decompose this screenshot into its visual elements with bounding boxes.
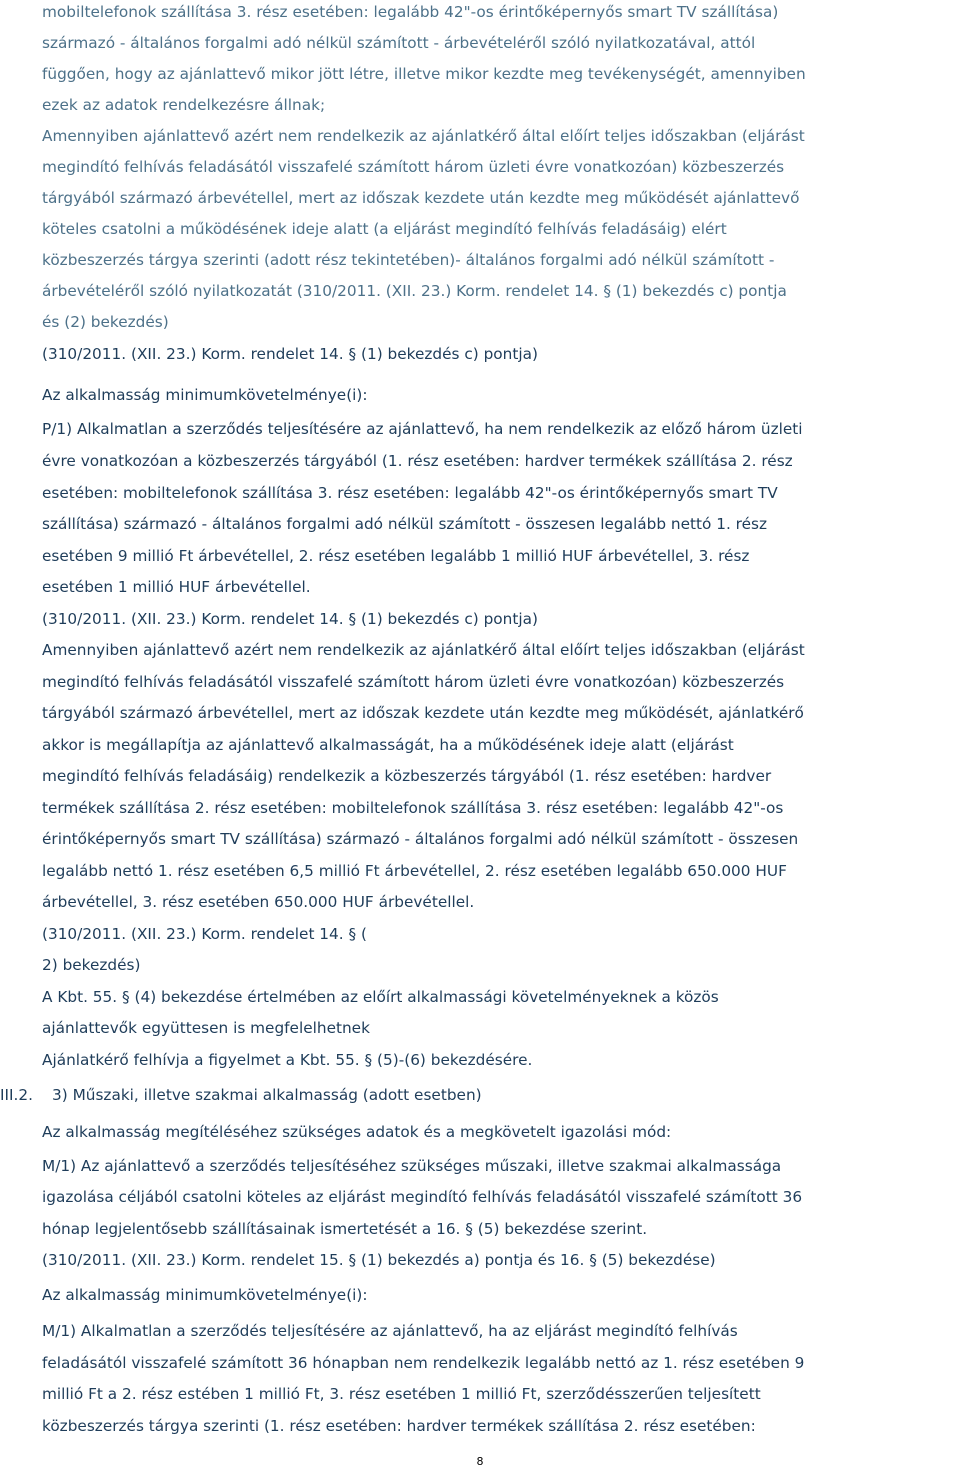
minimum-m1-line-4: közbeszerzés tárgya szerinti (1. rész esetében: hardver termékek szállítása 2. rész esetében: [42,1417,756,1435]
legal-reference: (310/2011. (XII. 23.) Korm. rendelet 14. § (1) bekezdés c) pontja) [42,610,538,628]
text-line-8: köteles csatolni a működésének ideje alatt (a eljárást megindító felhívás feladásáig) elért [42,220,727,238]
minimum-m1-line-1: M/1) Alkalmatlan a szerződés teljesítésére az ajánlattevő, ha az eljárást megindító felhívás [42,1322,738,1340]
requirement-p1-exception-line-5: megindító felhívás feladásáig) rendelkezik a közbeszerzés tárgyából (1. rész esetében: hardver [42,767,772,785]
requirement-p1-exception-line-8: legalább nettó 1. rész esetében 6,5 millió Ft árbevétellel, 2. rész esetében legalább 650.000 HUF [42,862,787,880]
verification-heading: Az alkalmasság megítéléséhez szükséges adatok és a megkövetelt igazolási mód: [42,1123,672,1141]
requirement-m1-line-1: M/1) Az ajánlattevő a szerződés teljesítéséhez szükséges műszaki, illetve szakmai alkalmassága [42,1157,782,1175]
text-line-5: Amennyiben ajánlattevő azért nem rendelkezik az ajánlatkérő által előírt teljes időszakban (eljárást [42,127,805,145]
requirement-p1-line-3: esetében: mobiltelefonok szállítása 3. rész esetében: legalább 42"-os érintőképernyős smart TV [42,484,778,502]
legal-reference: (310/2011. (XII. 23.) Korm. rendelet 14. § (1) bekezdés c) pontja) [42,345,538,363]
min-requirements-heading: Az alkalmasság minimumkövetelménye(i): [42,386,368,404]
min-requirements-heading: Az alkalmasság minimumkövetelménye(i): [42,1286,368,1304]
text-line-11: és (2) bekezdés) [42,313,169,331]
minimum-m1-line-3: millió Ft a 2. rész estében 1 millió Ft, 3. rész esetében 1 millió Ft, szerződésszerűen teljesített [42,1385,761,1403]
attention-note: Ajánlatkérő felhívja a figyelmet a Kbt. 55. § (5)-(6) bekezdésére. [42,1051,533,1069]
text-line-4: ezek az adatok rendelkezésre állnak; [42,96,326,114]
text-line-1: mobiltelefonok szállítása 3. rész esetében: legalább 42"-os érintőképernyős smart TV szállítása) [42,3,779,21]
requirement-m1-line-2: igazolása céljából csatolni köteles az eljárást megindító felhívás feladásától visszafelé számított 36 [42,1188,803,1206]
joint-tenderers-note-line-1: A Kbt. 55. § (4) bekezdése értelmében az előírt alkalmassági követelményeknek a közös [42,988,719,1006]
requirement-m1-line-3: hónap legjelentősebb szállításainak ismertetését a 16. § (5) bekezdése szerint. [42,1220,648,1238]
text-line-6: megindító felhívás feladásától visszafelé számított három üzleti évre vonatkozóan) közbeszerzés [42,158,785,176]
section-title: 3) Műszaki, illetve szakmai alkalmasság (adott esetben) [52,1086,482,1104]
requirement-p1-exception-line-1: Amennyiben ajánlattevő azért nem rendelkezik az ajánlatkérő által előírt teljes időszakban (eljárást [42,641,805,659]
text-line-9: közbeszerzés tárgya szerinti (adott rész tekintetében)- általános forgalmi adó nélkül számított - [42,251,775,269]
requirement-p1-line-6: esetében 1 millió HUF árbevétellel. [42,578,311,596]
page-number: 8 [476,1455,484,1468]
requirement-p1-exception-line-6: termékek szállítása 2. rész esetében: mobiltelefonok szállítása 3. rész esetében: legalább 42"-os [42,799,784,817]
joint-tenderers-note-line-2: ajánlattevők együttesen is megfelelhetnek [42,1019,370,1037]
minimum-m1-line-2: feladásától visszafelé számított 36 hónapban nem rendelkezik legalább nettó az 1. rész esetében 9 [42,1354,805,1372]
section-number: III.2. [0,1086,33,1104]
text-line-2: származó - általános forgalmi adó nélkül számított - árbevételéről szóló nyilatkozatával, attól [42,34,756,52]
requirement-p1-exception-line-2: megindító felhívás feladásától visszafelé számított három üzleti évre vonatkozóan) közbeszerzés [42,673,785,691]
legal-reference: (310/2011. (XII. 23.) Korm. rendelet 15. § (1) bekezdés a) pontja és 16. § (5) bekezdése) [42,1251,716,1269]
text-line-3: függően, hogy az ajánlattevő mikor jött létre, illetve mikor kezdte meg tevékenységét, amennyiben [42,65,806,83]
requirement-p1-exception-line-9: árbevétellel, 3. rész esetében 650.000 HUF árbevétellel. [42,893,475,911]
requirement-p1-exception-line-4: akkor is megállapítja az ajánlattevő alkalmasságát, ha a működésének ideje alatt (eljárást [42,736,734,754]
requirement-p1-line-2: évre vonatkozóan a közbeszerzés tárgyából (1. rész esetében: hardver termékek szállítása 2. rész [42,452,793,470]
text-line-7: tárgyából származó árbevétellel, mert az időszak kezdete után kezdte meg működését ajánlattevő [42,189,800,207]
text-line-10: árbevételéről szóló nyilatkozatát (310/2011. (XII. 23.) Korm. rendelet 14. § (1) bekezdés c) pontja [42,282,787,300]
requirement-p1-line-4: szállítása) származó - általános forgalmi adó nélkül számított - összesen legalább nettó 1. rész [42,515,768,533]
requirement-p1-line-1: P/1) Alkalmatlan a szerződés teljesítésére az ajánlattevő, ha nem rendelkezik az előző három üzleti [42,420,803,438]
legal-reference-continued: 2) bekezdés) [42,956,141,974]
requirement-p1-exception-line-3: tárgyából származó árbevétellel, mert az időszak kezdete után kezdte meg működését, ajánlatkérő [42,704,804,722]
requirement-p1-line-5: esetében 9 millió Ft árbevétellel, 2. rész esetében legalább 1 millió HUF árbevétellel, 3. rész [42,547,750,565]
legal-reference: (310/2011. (XII. 23.) Korm. rendelet 14. § ( [42,925,367,943]
requirement-p1-exception-line-7: érintőképernyős smart TV szállítása) származó - általános forgalmi adó nélkül számított - összesen [42,830,799,848]
